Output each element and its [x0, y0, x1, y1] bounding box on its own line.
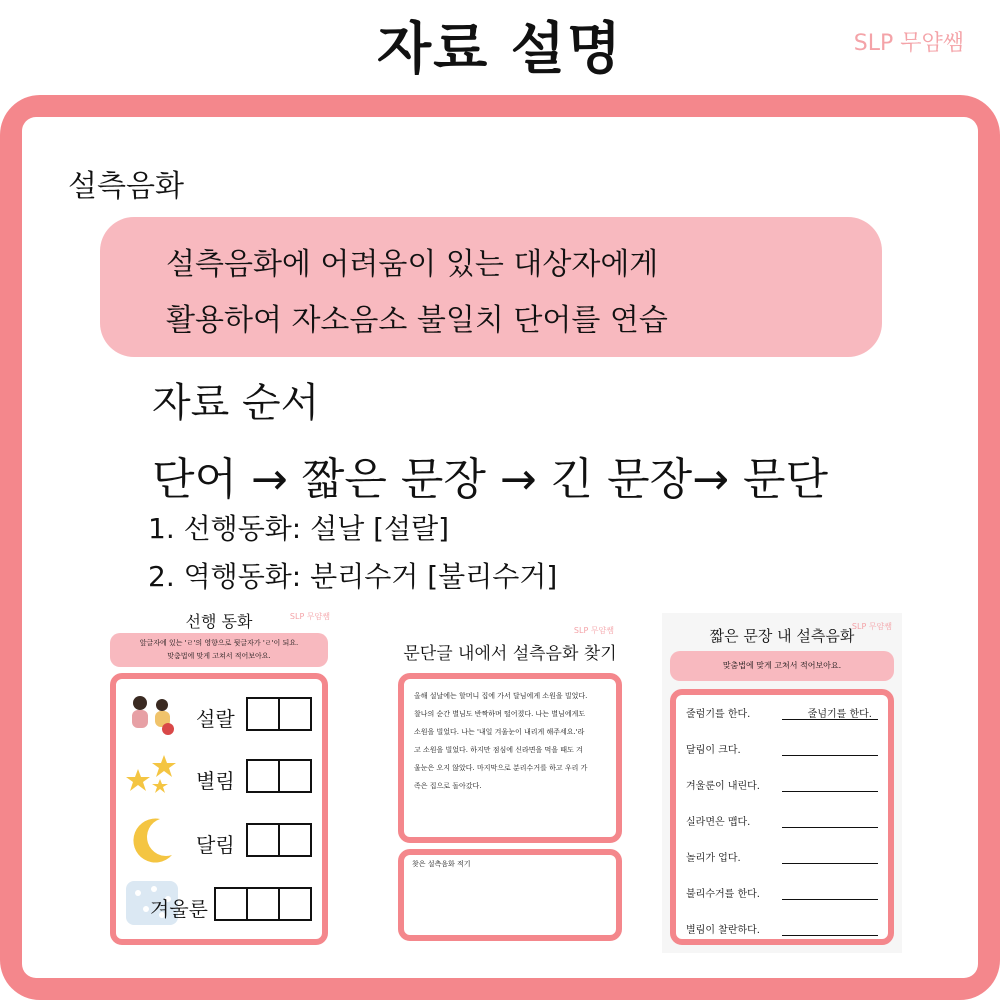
answer-cells [248, 697, 312, 731]
answer-cell[interactable] [246, 759, 280, 793]
answer-cells [216, 887, 312, 921]
sheet1-instruction [110, 633, 328, 667]
page-title: 자료 설명 [377, 17, 623, 82]
word-row [120, 811, 318, 867]
answer-line[interactable] [782, 899, 878, 900]
answer-cell[interactable] [278, 697, 312, 731]
word-label: 겨울룬 [150, 897, 208, 921]
new-year-family-icon [124, 689, 180, 737]
word-row [120, 685, 318, 741]
sentence-text: 별림이 찰란하다. [686, 925, 760, 936]
passage-line: 고 소원을 빌었다. 하지만 점심에 신라면을 먹을 때도 겨 [414, 746, 583, 754]
sentence-row [686, 811, 878, 831]
sheet1-instruction-line-1: 앞글자에 있는 'ㄹ'의 영향으로 뒷글자가 'ㄹ'이 되요. [139, 639, 299, 647]
answer-label: 찾은 설측음화 적기 [412, 860, 471, 868]
answer-cell[interactable] [278, 823, 312, 857]
sentence-row [686, 919, 878, 939]
answer-line[interactable] [782, 791, 878, 792]
passage-line: 소원을 빌었다. 나는 '내일 겨울눈이 내리게 해주세요.'라 [414, 728, 585, 736]
answer-cell[interactable] [246, 823, 280, 857]
sentence-answer: 줄넘기를 한다. [807, 709, 872, 720]
order-flow: 단어 → 짧은 문장 → 긴 문장→ 문단 [152, 454, 829, 505]
answer-line[interactable] [782, 755, 878, 756]
sentence-row [686, 883, 878, 903]
paragraph-passage [398, 673, 622, 843]
passage-line: 찰나의 순간 별님도 반짝하며 떨어졌다. 나는 별님에게도 [414, 710, 586, 718]
sheet2-brand: SLP 무얌쌤 [573, 626, 614, 635]
answer-cell[interactable] [246, 887, 280, 921]
sheet1-instruction-line-2: 맞춤법에 맞게 고쳐서 적어보아요. [167, 652, 271, 660]
answer-box[interactable] [398, 849, 622, 941]
word-label: 별림 [196, 769, 235, 793]
sentence-text: 실라면은 맵다. [686, 817, 751, 828]
answer-cells [248, 823, 312, 857]
content-panel [22, 117, 978, 978]
sentence-row [686, 847, 878, 867]
word-row [120, 875, 318, 931]
sentence-text: 줄럼기를 한다. [686, 709, 751, 720]
example-2: 2. 역행동화: 분리수거 [불리수거] [148, 560, 558, 593]
sentence-row [686, 739, 878, 759]
answer-cell[interactable] [278, 759, 312, 793]
answer-cell[interactable] [278, 887, 312, 921]
crescent-moon-icon [124, 815, 180, 863]
sentence-box [670, 689, 894, 945]
passage-line: 족은 집으로 돌아갔다. [414, 782, 482, 790]
answer-line[interactable] [782, 863, 878, 864]
sheet2-title: 문단글 내에서 설측음화 찾기 [403, 644, 617, 664]
sentence-text: 불리수거를 한다. [686, 889, 760, 900]
example-1: 1. 선행동화: 설날 [설랄] [148, 512, 450, 545]
sentence-text: 놀리가 업다. [686, 853, 741, 864]
word-label: 설랄 [196, 707, 235, 731]
sheet3-instruction: 맞춤법에 맞게 고쳐서 적어보아요. [670, 651, 894, 681]
worksheet-short-sentences [662, 613, 902, 953]
content-frame [0, 95, 1000, 1000]
order-heading: 자료 순서 [152, 380, 320, 426]
section-label: 설측음화 [68, 169, 184, 204]
passage-line: 울눈은 오지 않았다. 마지막으로 분리수거를 하고 우리 가 [414, 764, 588, 772]
sentence-text: 겨울룬이 내린다. [686, 781, 760, 792]
worksheet-preceding-assimilation [104, 607, 334, 953]
description-highlight [100, 217, 882, 357]
brand-label: SLP 무얌쌤 [853, 31, 964, 56]
answer-cell[interactable] [214, 887, 248, 921]
answer-line[interactable] [782, 827, 878, 828]
sheet3-brand: SLP 무얌쌤 [851, 622, 892, 631]
word-label: 달림 [196, 833, 235, 857]
description-line-1: 설측음화에 어려움이 있는 대상자에게 [166, 247, 659, 282]
sheet3-title: 짧은 문장 내 설측음화 [709, 627, 855, 645]
word-row [120, 747, 318, 803]
answer-line[interactable] [782, 935, 878, 936]
sentence-text: 달림이 크다. [686, 745, 741, 756]
worksheet-paragraph [392, 617, 628, 957]
answer-cells [248, 759, 312, 793]
answer-line[interactable] [782, 719, 878, 720]
sheet1-word-box [110, 673, 328, 945]
sheet1-title: 선행 동화 [185, 612, 253, 631]
sentence-row [686, 703, 878, 723]
stars-icon [124, 751, 180, 799]
sheet1-brand: SLP 무얌쌤 [289, 612, 330, 621]
description-line-2: 활용하여 자소음소 불일치 단어를 연습 [166, 303, 668, 338]
passage-line: 올해 설날에는 할머니 집에 가서 달님에게 소원을 빌었다. [414, 692, 588, 700]
answer-cell[interactable] [246, 697, 280, 731]
sentence-row [686, 775, 878, 795]
